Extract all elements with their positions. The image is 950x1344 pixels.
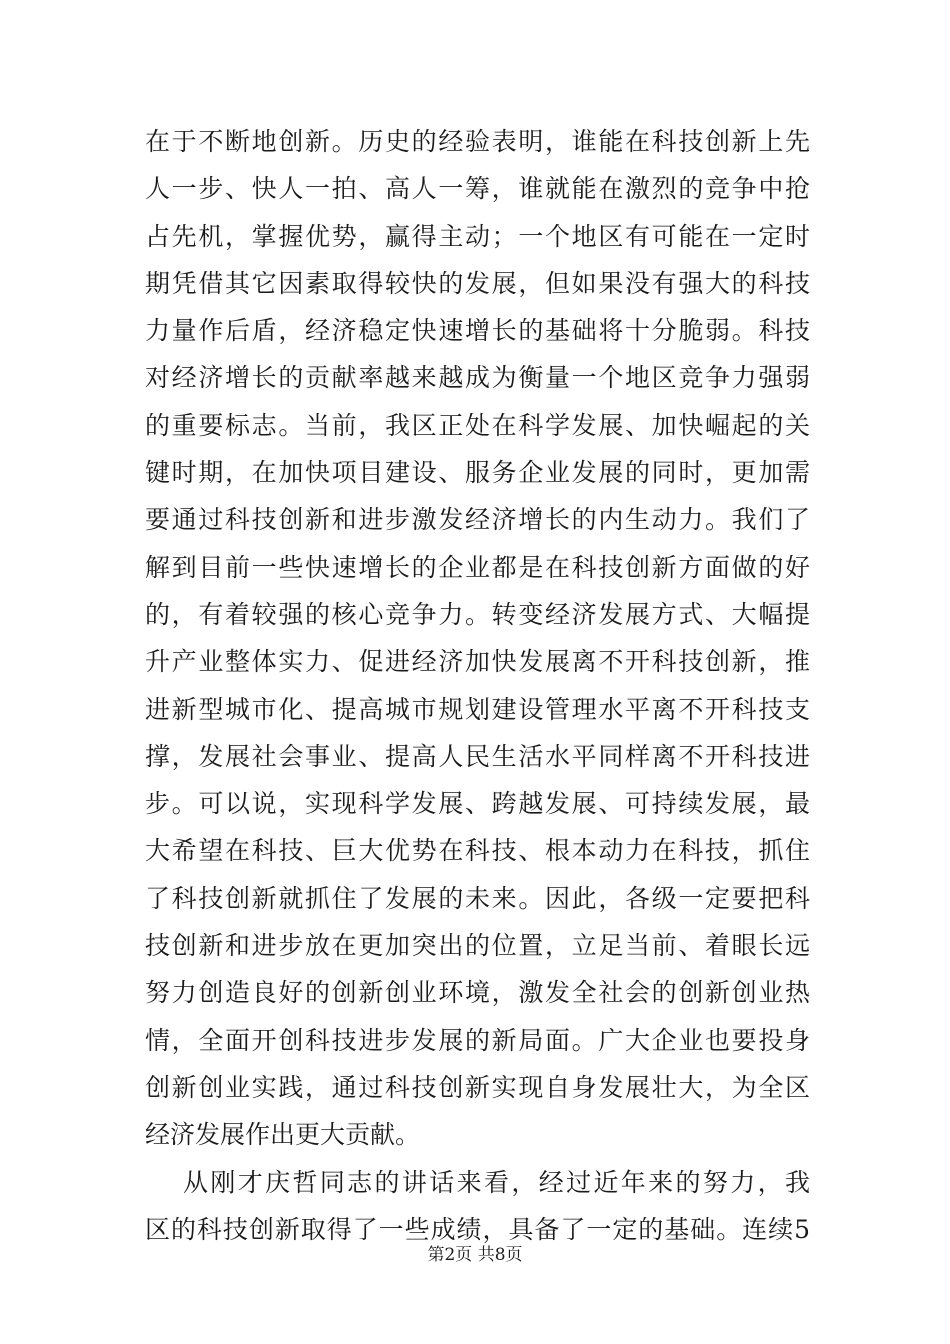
text-line: 从刚才庆哲同志的讲话来看，经过近年来的努力，我	[183, 1167, 810, 1197]
text-line: 大希望在科技、巨大优势在科技、根本动力在科技，抓住	[145, 836, 810, 866]
text-line: 步。可以说，实现科学发展、跨越发展、可持续发展，最	[145, 789, 810, 819]
text-line: 经济发展作出更大贡献。	[145, 1120, 421, 1150]
text-line: 解到目前一些快速增长的企业都是在科技创新方面做的好	[145, 552, 810, 582]
text-line: 占先机，掌握优势，赢得主动；一个地区有可能在一定时	[145, 221, 810, 251]
paragraph	[145, 118, 810, 1159]
text-line: 创新创业实践，通过科技创新实现自身发展壮大，为全区	[145, 1072, 810, 1102]
text-line: 进新型城市化、提高城市规划建设管理水平离不开科技支	[145, 694, 810, 724]
text-line: 对经济增长的贡献率越来越成为衡量一个地区竞争力强弱	[145, 363, 810, 393]
text-line: 的，有着较强的核心竞争力。转变经济发展方式、大幅提	[145, 599, 810, 629]
text-line: 期凭借其它因素取得较快的发展，但如果没有强大的科技	[145, 268, 810, 298]
text-line: 人一步、快人一拍、高人一筹，谁就能在激烈的竞争中抢	[145, 174, 810, 204]
text-line: 在于不断地创新。历史的经验表明，谁能在科技创新上先	[145, 127, 810, 156]
text-line: 技创新和进步放在更加突出的位置，立足当前、着眼长远	[145, 931, 810, 961]
text-line: 区的科技创新取得了一些成绩，具备了一定的基础。连续5	[145, 1214, 810, 1244]
text-line: 努力创造良好的创新创业环境，激发全社会的创新创业热	[145, 978, 810, 1008]
paragraph	[145, 1159, 810, 1254]
page-footer: 第2页 共8页	[427, 1245, 523, 1265]
text-line: 撑，发展社会事业、提高人民生活水平同样离不开科技进	[145, 741, 810, 771]
text-line: 键时期，在加快项目建设、服务企业发展的同时，更加需	[145, 458, 810, 488]
text-line: 了科技创新就抓住了发展的未来。因此，各级一定要把科	[145, 883, 810, 913]
text-line: 的重要标志。当前，我区正处在科学发展、加快崛起的关	[145, 410, 810, 440]
text-line: 要通过科技创新和进步激发经济增长的内生动力。我们了	[145, 505, 810, 535]
text-line: 升产业整体实力、促进经济加快发展离不开科技创新，推	[145, 647, 810, 677]
document-body	[145, 118, 810, 1253]
text-line: 力量作后盾，经济稳定快速增长的基础将十分脆弱。科技	[145, 316, 810, 346]
text-line: 情，全面开创科技进步发展的新局面。广大企业也要投身	[145, 1025, 810, 1055]
